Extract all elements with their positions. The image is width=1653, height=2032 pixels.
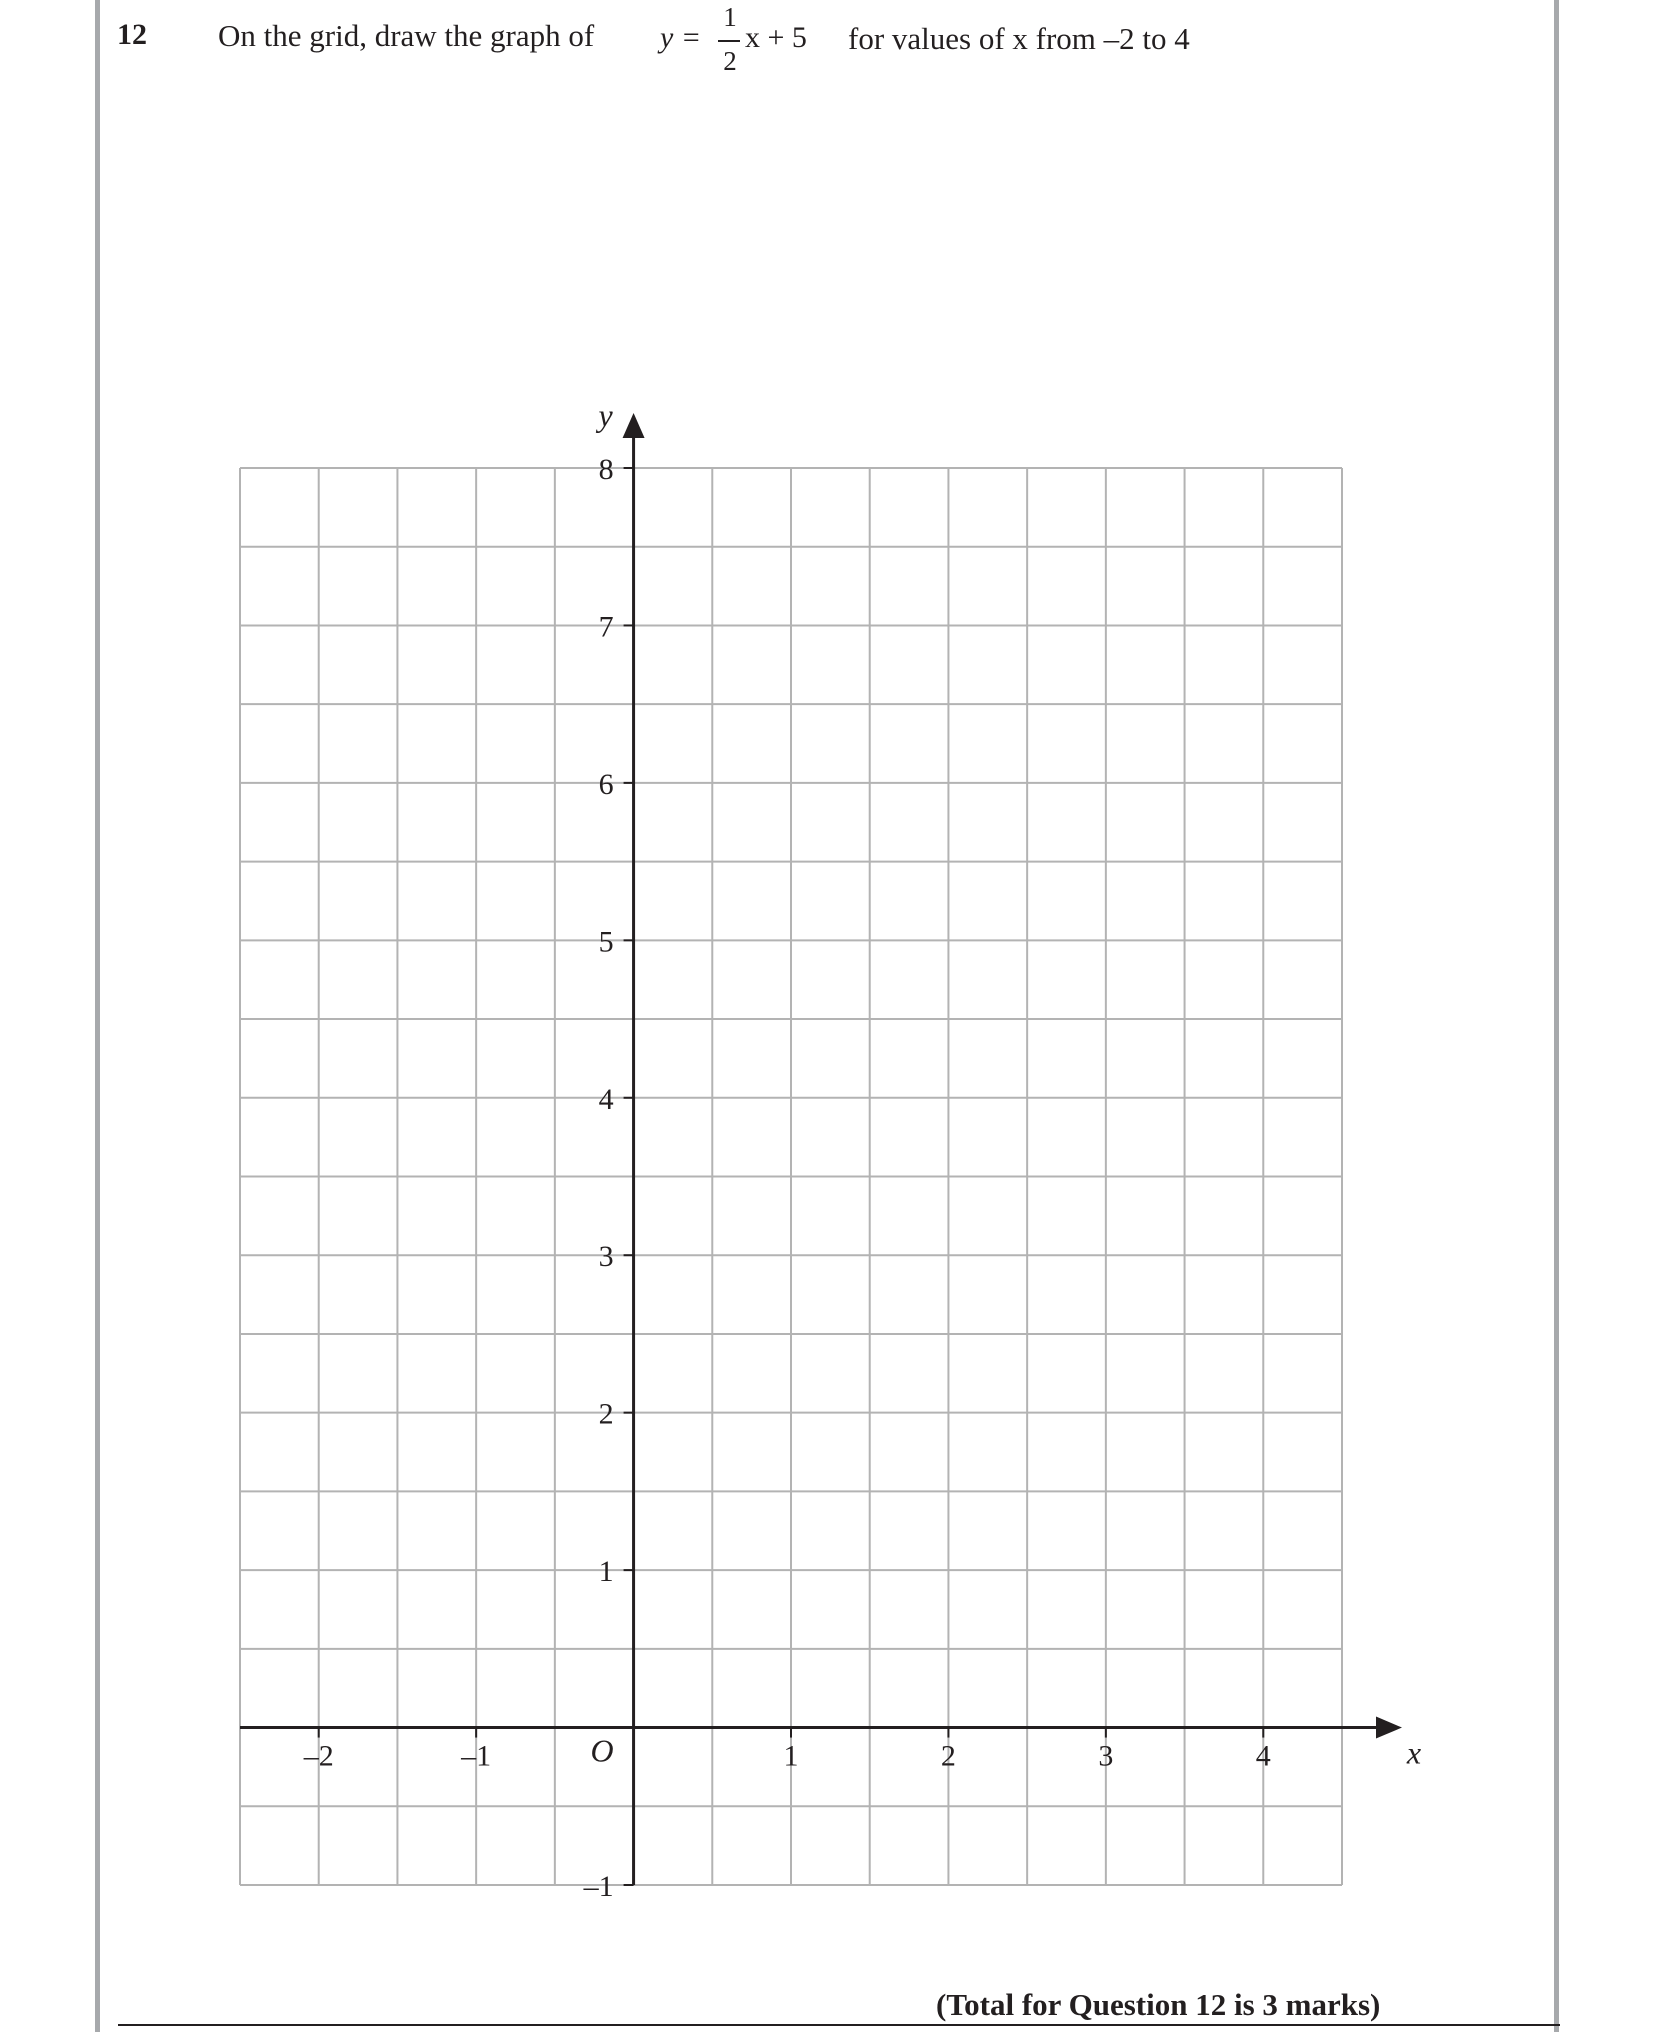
y-tick-label: 4 <box>598 1082 614 1116</box>
equation-rhs: x + 5 <box>745 21 807 54</box>
fraction-numerator: 1 <box>723 2 737 32</box>
equation-lhs-text: y = <box>660 21 702 54</box>
x-tick-label: 1 <box>783 1739 799 1773</box>
y-tick-label: 1 <box>598 1555 614 1589</box>
x-tick-label: 4 <box>1255 1739 1271 1773</box>
x-tick-label: 3 <box>1098 1739 1114 1773</box>
y-tick-label: 2 <box>598 1397 614 1431</box>
grid-lines <box>240 468 1342 1885</box>
fraction-denominator: 2 <box>723 46 737 76</box>
question-prompt: On the grid, draw the graph of <box>218 18 595 53</box>
question-number: 12 <box>117 18 147 51</box>
axes <box>240 413 1402 1885</box>
x-tick-label: 2 <box>940 1739 956 1773</box>
question-total: (Total for Question 12 is 3 marks) <box>936 1987 1381 2022</box>
y-tick-label: 3 <box>598 1240 614 1274</box>
y-axis-arrow-icon <box>623 413 645 438</box>
y-tick-label: 5 <box>598 925 614 959</box>
y-tick-label: –1 <box>583 1870 614 1903</box>
x-tick-label: –2 <box>303 1739 334 1773</box>
y-tick-label: 7 <box>598 610 614 644</box>
y-tick-label: 6 <box>598 767 614 801</box>
x-axis-arrow-icon <box>1376 1717 1402 1739</box>
origin-label: O <box>590 1732 614 1769</box>
range-text: for values of x from –2 to 4 <box>848 21 1190 56</box>
tick-labels <box>303 397 1421 1903</box>
y-axis-label: y <box>598 397 613 433</box>
bottom-rule <box>118 2024 1560 2026</box>
y-tick-label: 8 <box>598 453 614 486</box>
x-tick-label: –1 <box>461 1739 492 1773</box>
x-axis-label: x <box>1406 1734 1422 1771</box>
